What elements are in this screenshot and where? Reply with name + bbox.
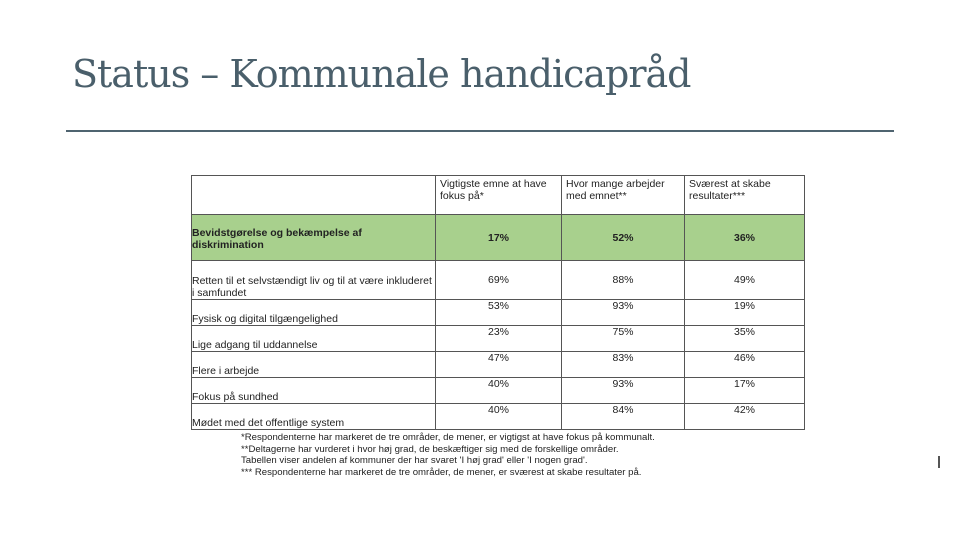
value-focus: 40% — [436, 404, 562, 430]
edge-marker — [938, 456, 940, 468]
row-label: Bevidstgørelse og bekæmpelse af diskrimination — [192, 215, 436, 261]
value-hardest: 49% — [685, 261, 805, 300]
footnote: *** Respondenterne har markeret de tre områder, de mener, er sværest at skabe resultater på. — [241, 466, 642, 478]
table-row — [192, 378, 805, 404]
results-table — [191, 175, 805, 430]
footnote: *Respondenterne har markeret de tre områder, de mener, er vigtigst at have fokus på kommunalt. — [241, 432, 655, 443]
value-hardest: 35% — [685, 326, 805, 352]
slide-title: Status – Kommunale handicapråd — [72, 52, 691, 96]
value-working: 93% — [562, 300, 685, 326]
row-label: Mødet med det offentlige system — [192, 404, 436, 430]
row-label: Lige adgang til uddannelse — [192, 326, 436, 352]
value-working: 88% — [562, 261, 685, 300]
value-working: 93% — [562, 378, 685, 404]
table-row — [192, 300, 805, 326]
value-hardest: 36% — [685, 215, 805, 261]
table-row — [192, 326, 805, 352]
table-row — [192, 404, 805, 430]
row-label: Fysisk og digital tilgængelighed — [192, 300, 436, 326]
header-focus: Vigtigste emne at have fokus på* — [436, 176, 562, 215]
value-working: 75% — [562, 326, 685, 352]
value-hardest: 17% — [685, 378, 805, 404]
value-working: 83% — [562, 352, 685, 378]
value-focus: 47% — [436, 352, 562, 378]
value-focus: 40% — [436, 378, 562, 404]
value-focus: 17% — [436, 215, 562, 261]
table-row — [192, 215, 805, 261]
table-row — [192, 352, 805, 378]
table-header-row — [192, 176, 805, 215]
value-focus: 23% — [436, 326, 562, 352]
value-focus: 53% — [436, 300, 562, 326]
row-label: Fokus på sundhed — [192, 378, 436, 404]
row-label: Flere i arbejde — [192, 352, 436, 378]
footnote: **Deltagerne har vurderet i hvor høj grad, de beskæftiger sig med de forskellige områder. — [241, 443, 619, 455]
title-divider — [66, 130, 894, 132]
row-label: Retten til et selvstændigt liv og til at være inkluderet i samfundet — [192, 261, 436, 300]
value-working: 52% — [562, 215, 685, 261]
header-hardest: Sværest at skabe resultater*** — [685, 176, 805, 215]
header-working: Hvor mange arbejder med emnet** — [562, 176, 685, 215]
value-hardest: 46% — [685, 352, 805, 378]
value-hardest: 42% — [685, 404, 805, 430]
value-focus: 69% — [436, 261, 562, 300]
value-hardest: 19% — [685, 300, 805, 326]
footnotes — [241, 432, 655, 478]
header-empty-cell — [192, 176, 436, 215]
table-row — [192, 261, 805, 300]
value-working: 84% — [562, 404, 685, 430]
footnote: Tabellen viser andelen af kommuner der har svaret 'I høj grad' eller 'I nogen grad'. — [241, 455, 588, 467]
